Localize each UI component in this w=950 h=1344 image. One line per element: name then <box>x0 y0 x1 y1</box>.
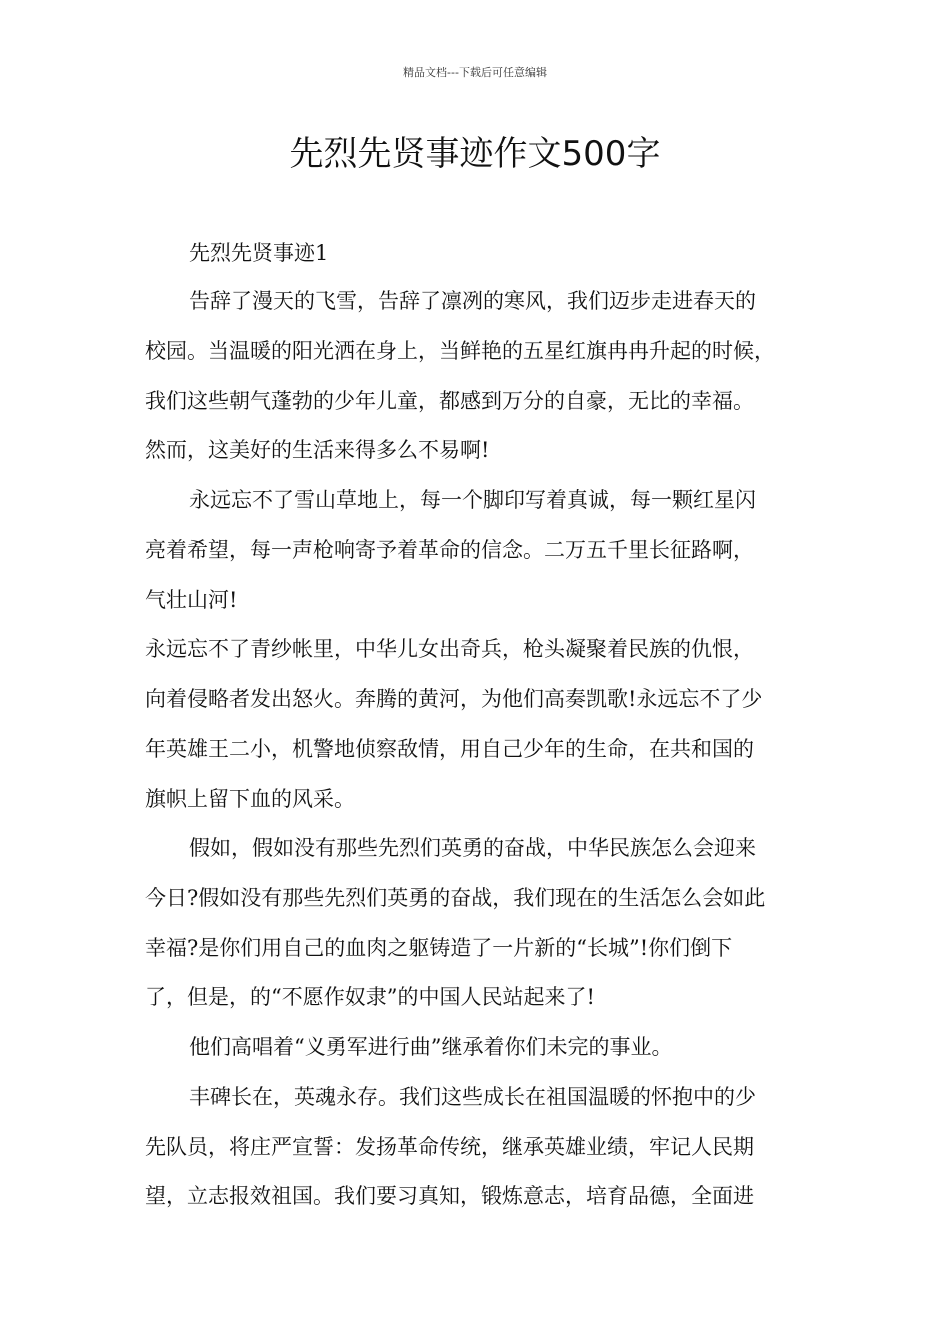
text-line: 旗帜上留下血的风采。 <box>145 787 355 811</box>
section-heading: 先烈先贤事迹1 <box>189 241 329 265</box>
text-line: 今日?假如没有那些先烈们英勇的奋战，我们现在的生活怎么会如此 <box>145 886 766 910</box>
text-line: 亮着希望，每一声枪响寄予着革命的信念。二万五千里长征路啊， <box>145 538 754 562</box>
text-line: 年英雄王二小，机警地侦察敌情，用自己少年的生命，在共和国的 <box>145 737 754 761</box>
text-line: 了，但是，的“不愿作奴隶”的中国人民站起来了! <box>145 985 595 1009</box>
text-line: 校园。当温暖的阳光洒在身上，当鲜艳的五星红旗冉冉升起的时候， <box>145 339 775 363</box>
text-line: 假如，假如没有那些先烈们英勇的奋战，中华民族怎么会迎来 <box>189 836 756 860</box>
text-line: 丰碑长在，英魂永存。我们这些成长在祖国温暖的怀抱中的少 <box>189 1085 756 1109</box>
text-line: 气壮山河! <box>145 588 238 612</box>
text-line: 然而，这美好的生活来得多么不易啊! <box>145 438 490 462</box>
header-note: 精品文档---下载后可任意编辑 <box>403 66 547 79</box>
text-line: 告辞了漫天的飞雪，告辞了凛冽的寒风，我们迈步走进春天的 <box>189 289 756 313</box>
document-title: 先烈先贤事迹作文500字 <box>289 134 661 174</box>
text-line: 幸福?是你们用自己的血肉之躯铸造了一片新的“长城”!你们倒下 <box>145 936 733 960</box>
text-line: 我们这些朝气蓬勃的少年儿童，都感到万分的自豪，无比的幸福。 <box>145 389 754 413</box>
text-line: 先队员，将庄严宣誓：发扬革命传统，继承英雄业绩，牢记人民期 <box>145 1135 754 1159</box>
text-line: 望，立志报效祖国。我们要习真知，锻炼意志，培育品德，全面进 <box>145 1184 754 1208</box>
text-line: 向着侵略者发出怒火。奔腾的黄河，为他们高奏凯歌!永远忘不了少 <box>145 687 763 711</box>
text-line: 他们高唱着“义勇军进行曲”继承着你们未完的事业。 <box>189 1035 673 1059</box>
text-line: 永远忘不了雪山草地上，每一个脚印写着真诚，每一颗红星闪 <box>189 488 756 512</box>
text-line: 永远忘不了青纱帐里，中华儿女出奇兵，枪头凝聚着民族的仇恨， <box>145 637 754 661</box>
